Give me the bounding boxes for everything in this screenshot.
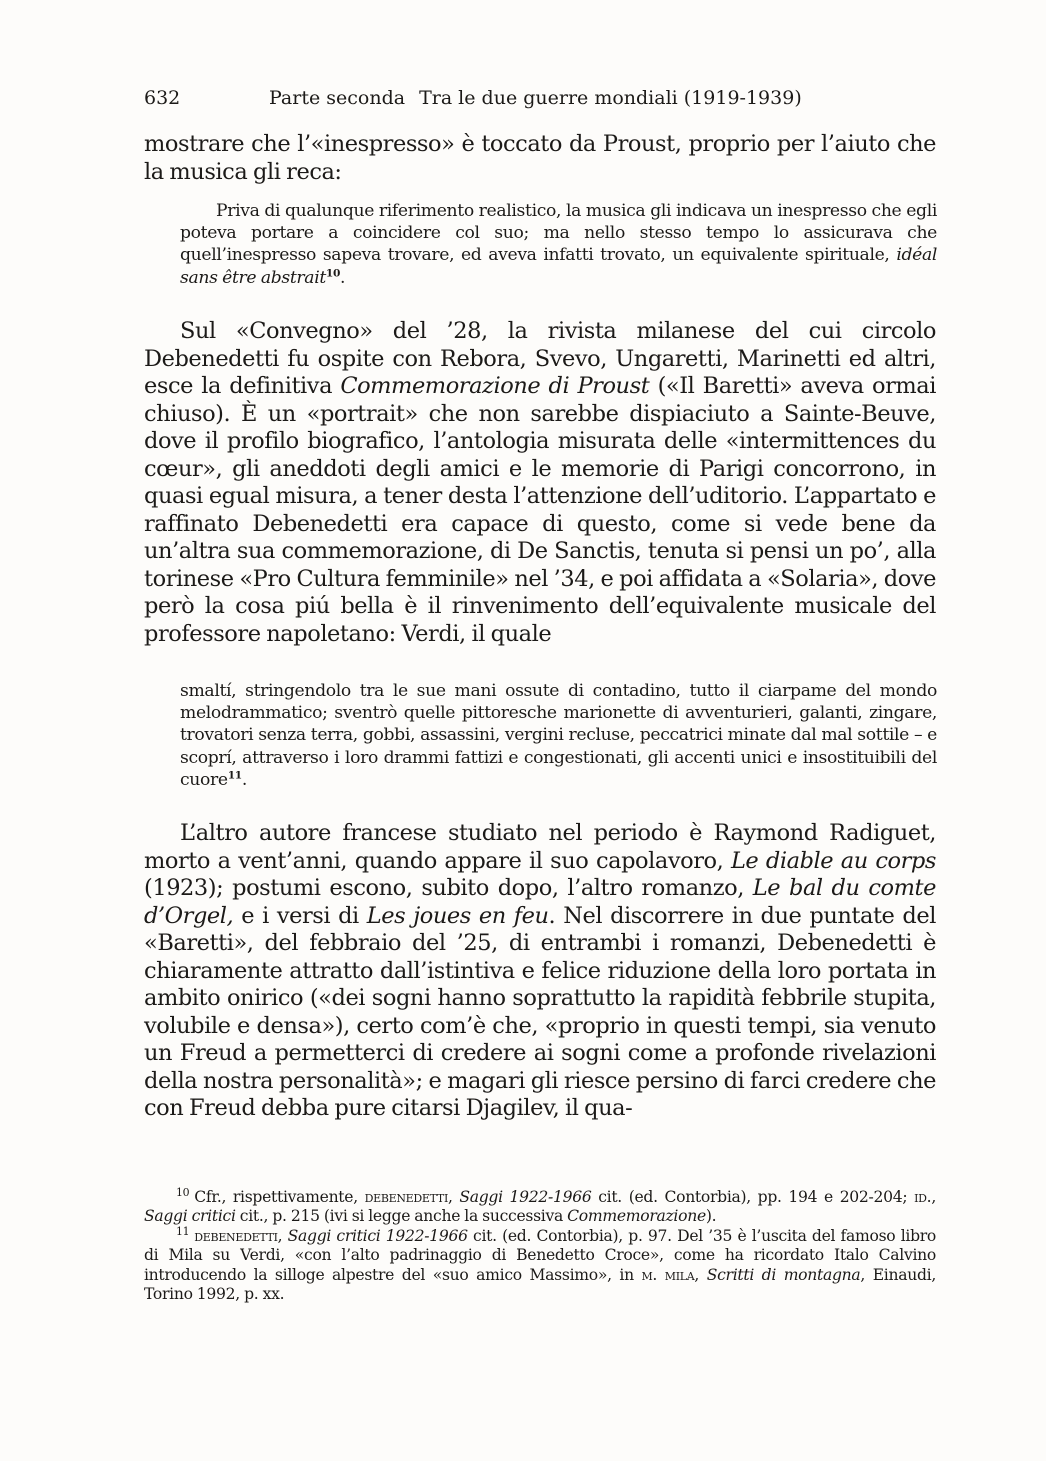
- part-title: Parte seconda: [269, 87, 406, 109]
- footnote-11-work: Saggi critici 1922-1966: [287, 1226, 468, 1245]
- paragraph-3-c: (1923); postumi escono, subito dopo, l’altro romanzo,: [144, 875, 753, 901]
- footnote-11-author: m. mila: [641, 1265, 695, 1284]
- footnotes: [144, 1185, 936, 1304]
- footnote-10: [144, 1185, 936, 1227]
- footnote-10-text: ).: [705, 1207, 717, 1226]
- quote-2-end: .: [241, 769, 247, 790]
- page-number: 632: [144, 87, 181, 109]
- block-quote-1: [180, 200, 937, 289]
- paragraph-3-title-2: Le bal du comte d’Orgel,: [144, 875, 936, 929]
- paragraph-2-a: Sul «Convegno» del ’28, la rivista milanese del cui circolo Debenedetti fu ospite con Rebora, Svevo, Ungaretti, Marinetti ed altri, esce la definitiva: [144, 318, 936, 399]
- quote-1-end: .: [340, 267, 346, 288]
- footnote-10-number: 10: [176, 1185, 190, 1199]
- footnote-10-author: id.: [914, 1188, 932, 1206]
- paragraph-3-a: L’altro autore francese studiato nel periodo è Raymond Radiguet, morto a vent’anni, quando appare il suo capolavoro,: [144, 820, 936, 874]
- section-title: Tra le due guerre mondiali (1919-1939): [419, 87, 802, 109]
- footnote-10-work: Saggi 1922-1966: [459, 1188, 592, 1206]
- footnote-ref-10[interactable]: 10: [325, 265, 341, 279]
- quote-1-text: Priva di qualunque riferimento realistico, la musica gli indicava un inespresso che egli poteva portare a coincidere col suo; ma nello stesso tempo lo assicurava che quell’inespresso sapeva trovare, ed aveva infatti trovato, un equivalente spirituale,: [180, 201, 937, 266]
- paragraph-3-title-3: Les joues en feu: [366, 902, 549, 929]
- paragraph-1: mostrare che l’«inespresso» è toccato da Proust, proprio per l’aiuto che la musica gli reca:: [144, 131, 936, 185]
- footnote-10-work: Commemorazione: [567, 1207, 706, 1226]
- quote-2-text: smaltí, stringendolo tra le sue mani ossute di contadino, tutto il ciarpame del mondo melodrammatico; sventrò quelle pittoresche marionette di avventurieri, galanti, zingare, trovatori senza terra, gobbi, assassini, vergini recluse, peccatrici minate dal mal sottile – e scoprí, attraverso i loro drammi fattizi e congestionati, gli accenti unici e insostituibili del cuore: [180, 681, 937, 790]
- footnote-10-author: debenedetti: [364, 1188, 448, 1206]
- footnote-10-text: ,: [931, 1188, 936, 1206]
- footnote-11-text: ,: [277, 1226, 288, 1245]
- footnote-10-work: Saggi critici: [144, 1207, 236, 1226]
- paragraph-2-c: («Il Baretti» aveva ormai chiuso). È un «portrait» che non sarebbe dispiaciuto a Sainte-Beuve, dove il profilo biografico, l’antologia misurata delle «intermittences du cœur», gli aneddoti degli amici e le memorie di Parigi concorrono, in quasi egual misura, a tener desta l’attenzione dell’uditorio. L’appartato e raffinato Debenedetti era capace di questo, come si vede bene da un’altra sua commemorazione, di De Sanctis, tenuta si pensi un po’, alla torinese «Pro Cultura femminile» nel ’34, e poi affidata a «Solaria», dove però la cosa piú bella è il rinvenimento dell’equivalente musicale del professore napoletano: Verdi, il quale: [144, 373, 937, 647]
- paragraph-3: [144, 820, 936, 1123]
- footnote-11: [144, 1224, 936, 1305]
- footnote-10-text: Cfr., rispettivamente,: [194, 1188, 365, 1206]
- footnote-10-text: ,: [447, 1188, 460, 1206]
- footnote-11-text: cit. (ed. Contorbia), p. 97. Del ’35 è l’uscita del famoso libro di Mila su Verdi, «con l’alto padrinaggio di Benedetto Croce», come ha ricordato Italo Calvino introducendo la silloge alpestre del «suo amico Massimo», in: [144, 1226, 936, 1284]
- quote-1-italic: idéal sans être abstrait: [180, 245, 937, 288]
- running-head: [144, 86, 944, 110]
- block-quote-2: [180, 680, 937, 791]
- footnote-11-work: Scritti di montagna: [706, 1265, 861, 1284]
- paragraph-3-title-1: Le diable au corps: [730, 847, 936, 874]
- paragraph-2: [144, 318, 936, 648]
- footnote-11-number: 11: [176, 1224, 190, 1238]
- footnote-ref-11[interactable]: 11: [227, 768, 242, 782]
- footnote-11-text: , Einaudi, Torino 1992, p. xx.: [144, 1265, 936, 1304]
- paragraph-3-e: e i versi di: [233, 902, 367, 929]
- footnote-10-text: cit., p. 215 (ivi si legge anche la successiva: [235, 1207, 568, 1226]
- footnote-11-author: debenedetti: [194, 1226, 278, 1245]
- paragraph-3-g: . Nel discorrere in due puntate del «Baretti», del febbraio del ’25, di entrambi i romanzi, Debenedetti è chiaramente attratto dall’istintiva e felice riduzione della loro portata in ambito onirico («dei sogni hanno soprattutto la rapidità febbrile stupita, volubile e densa»), certo com’è che, «proprio in questi tempi, sia venuto un Freud a permetterci di credere ai sogni come a profonde rivelazioni della nostra personalità»; e magari gli riesce persino di farci credere che con Freud debba pure citarsi Djagilev, il qua-: [144, 902, 936, 1121]
- footnote-11-text: ,: [694, 1265, 707, 1284]
- footnote-10-text: cit. (ed. Contorbia), pp. 194 e 202-204;: [591, 1188, 915, 1206]
- paragraph-2-title: Commemorazione di Proust: [340, 373, 650, 399]
